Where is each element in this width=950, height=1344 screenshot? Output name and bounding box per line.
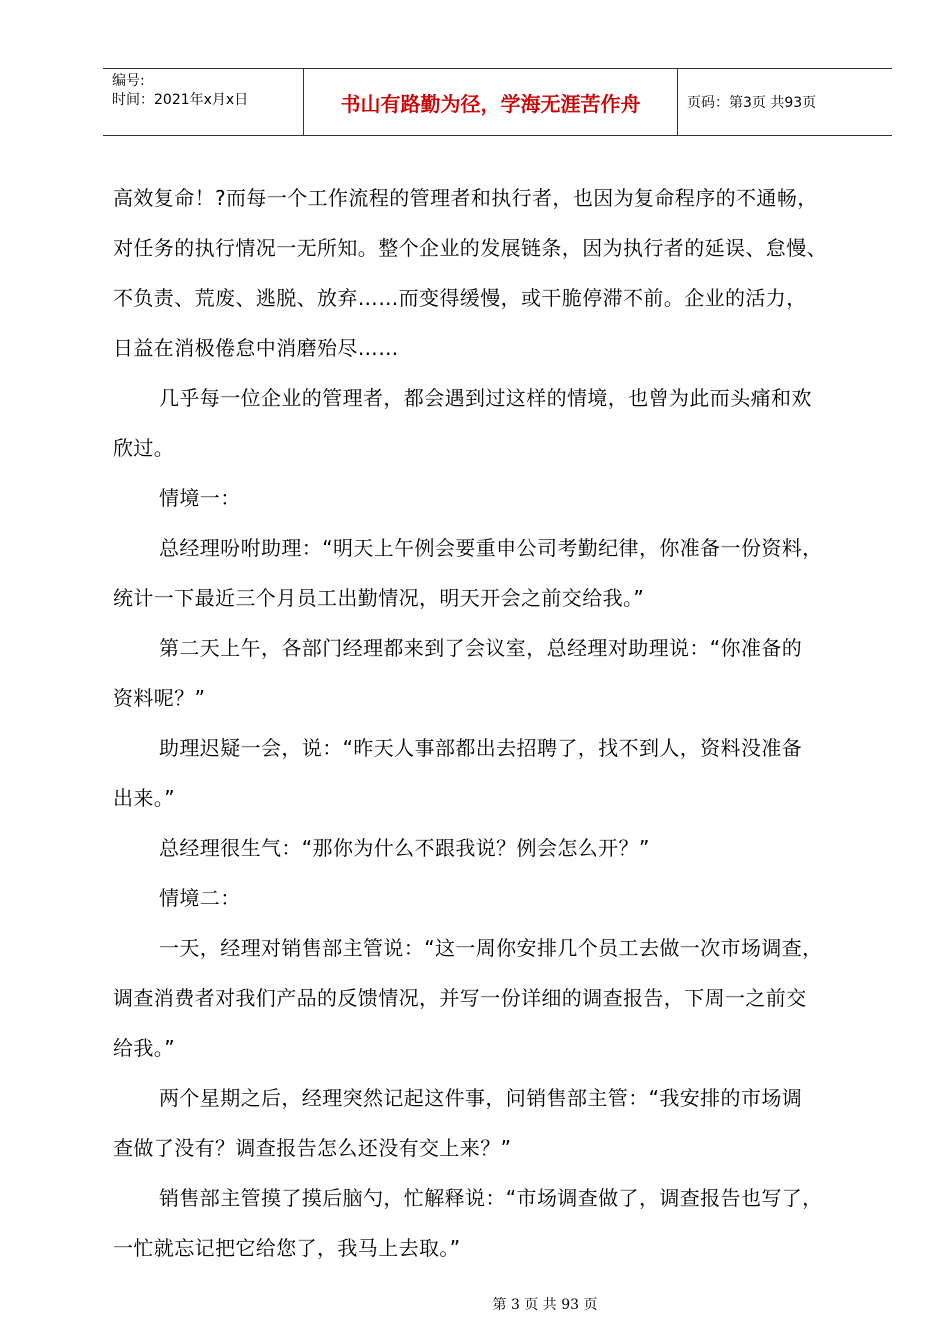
- body-line: 资料呢？”: [113, 686, 206, 710]
- header-motto-cell: [304, 69, 678, 135]
- body-line: 一天，经理对销售部主管说：“这一周你安排几个员工去做一次市场调查，: [159, 936, 823, 960]
- page-footer: 第 3 页 共 93 页: [492, 1297, 598, 1313]
- body-line: 欣过。: [113, 436, 175, 460]
- header-meta-cell: [103, 69, 304, 135]
- body-line: 助理迟疑一会，说：“昨天人事部都出去招聘了，找不到人，资料没准备: [159, 736, 803, 760]
- body-line: 统计一下最近三个月员工出勤情况，明天开会之前交给我。”: [113, 586, 645, 610]
- body-line: 高效复命！?而每一个工作流程的管理者和执行者，也因为复命程序的不通畅，: [113, 186, 818, 210]
- body-line: 对任务的执行情况一无所知。整个企业的发展链条，因为执行者的延误、怠慢、: [113, 236, 827, 260]
- body-line: 一忙就忘记把它给您了，我马上去取。”: [113, 1236, 461, 1260]
- body-line: 销售部主管摸了摸后脑勺，忙解释说：“市场调查做了，调查报告也写了，: [159, 1186, 823, 1210]
- body-line: 给我。”: [113, 1036, 175, 1060]
- body-line: 两个星期之后，经理突然记起这件事，问销售部主管：“我安排的市场调: [159, 1086, 803, 1110]
- header-page-cell: [678, 69, 892, 135]
- body-line: 不负责、荒废、逃脱、放弃……而变得缓慢，或干脆停滞不前。企业的活力，: [113, 286, 807, 310]
- body-line: 总经理吩咐助理：“明天上午例会要重申公司考勤纪律，你准备一份资料，: [159, 536, 823, 560]
- serial-label: 编号:: [112, 73, 145, 89]
- body-line: 第二天上午，各部门经理都来到了会议室，总经理对助理说：“你准备的: [159, 636, 803, 660]
- body-line: 查做了没有？调查报告怎么还没有交上来？”: [113, 1136, 512, 1160]
- date-line: 时间：2021年x月x日: [112, 92, 249, 108]
- body-line: 情境二：: [159, 886, 241, 910]
- document-header: [103, 68, 892, 136]
- document-body: [113, 173, 881, 1273]
- body-line: 几乎每一位企业的管理者，都会遇到过这样的情境，也曾为此而头痛和欢: [159, 386, 812, 410]
- body-line: 出来。”: [113, 786, 175, 810]
- body-line: 日益在消极倦怠中消磨殆尽……: [113, 336, 399, 360]
- page-code: 页码：第3页 共93页: [687, 95, 817, 111]
- body-line: 调查消费者对我们产品的反馈情况，并写一份详细的调查报告，下周一之前交: [113, 986, 807, 1010]
- motto-text: 书山有路勤为径，学海无涯苦作舟: [340, 92, 641, 116]
- body-line: 总经理很生气：“那你为什么不跟我说？例会怎么开？”: [159, 836, 650, 860]
- body-line: 情境一：: [159, 486, 241, 510]
